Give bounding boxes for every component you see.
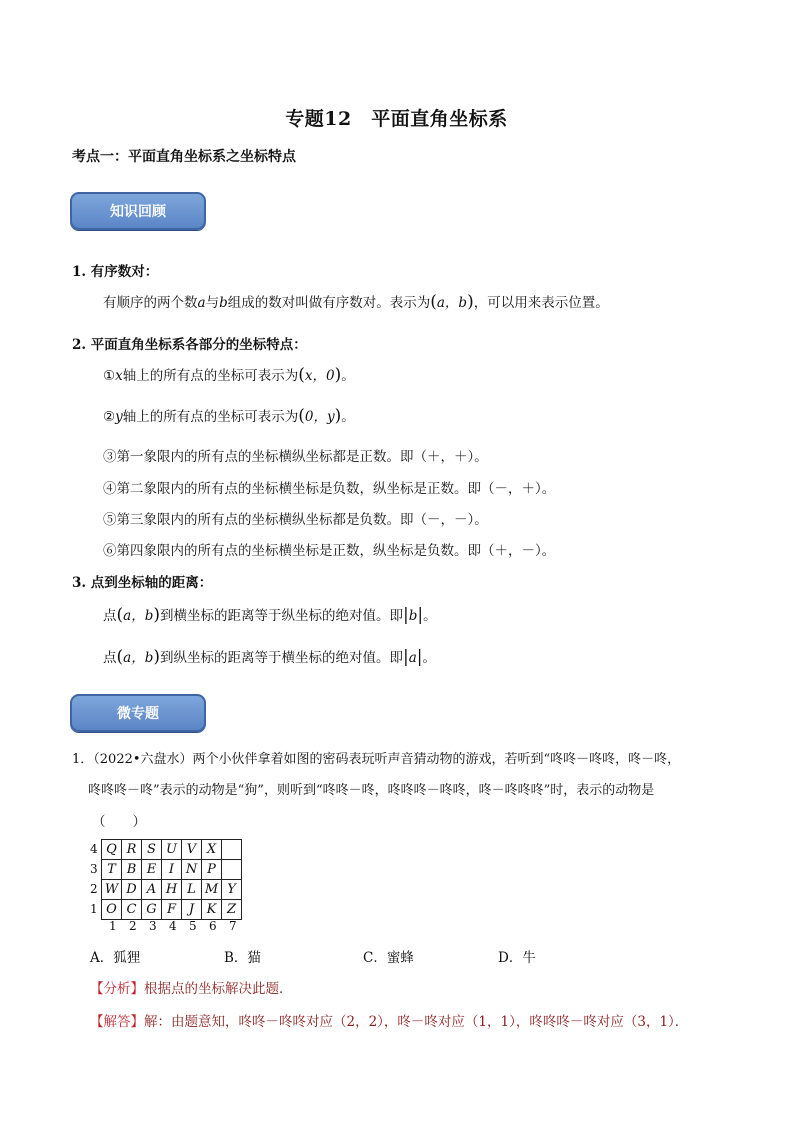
grid-cell: N (182, 860, 202, 880)
grid-cell: H (162, 880, 182, 900)
section-1-heading: 1. 有序数对： (72, 264, 159, 280)
grid-cell: A (142, 880, 162, 900)
grid-cell: O (102, 900, 122, 920)
option-d: D．牛 (498, 950, 536, 966)
row-label: 3 (90, 862, 98, 876)
s2-item-2: ②y轴上的所有点的坐标可表示为(0，y)。 (103, 406, 355, 426)
s3-l1-end: 。 (423, 608, 437, 624)
answer-blank: （ ） (92, 814, 146, 830)
question-1-line-2: 咚咚咚－咚”表示的动物是“狗”，则听到“咚咚－咚，咚咚咚－咚咚，咚－咚咚咚”时，表示的动物是 (88, 783, 655, 798)
s2-i2-var: y (115, 409, 123, 425)
s1-text-mid: 与 (205, 295, 220, 311)
col-label: 2 (129, 919, 137, 933)
grid-cell: W (102, 880, 122, 900)
s2-item-1: ①x轴上的所有点的坐标可表示为(x，0)。 (103, 365, 355, 385)
s2-item-3: ③第一象限内的所有点的坐标横纵坐标都是正数。即（＋，＋）。 (103, 449, 488, 465)
s2-i2-text: 轴上的所有点的坐标可表示为 (122, 409, 299, 425)
grid-cell: V (182, 840, 202, 860)
grid-cell: U (162, 840, 182, 860)
answer-line (90, 1010, 688, 1030)
col-label: 1 (109, 919, 117, 933)
s3-line-2: 点(a，b)到纵坐标的距离等于横坐标的绝对值。即|a|。 (103, 647, 437, 667)
s1-text-c: ，可以用来表示位置。 (473, 295, 609, 311)
section-1-line: 有顺序的两个数a与b组成的数对叫做有序数对。表示为(a，b)，可以用来表示位置。 (103, 292, 609, 312)
section-2-heading: 2. 平面直角坐标系各部分的坐标特点： (72, 337, 307, 353)
col-label: 4 (169, 919, 177, 933)
page-title: 专题12 平面直角坐标系 (285, 108, 508, 130)
grid-cell: J (182, 900, 202, 920)
option-b: B．猫 (224, 950, 261, 966)
s3-l2-end: 。 (422, 650, 437, 666)
s2-i1-text: 轴上的所有点的坐标可表示为 (122, 368, 299, 384)
option-a: A．狐狸 (90, 950, 141, 966)
section-banner-micro-topic: 微专题 (70, 694, 206, 732)
grid-cell: M (202, 880, 222, 900)
grid-cell: B (122, 860, 142, 880)
s3-l2-abs: a (408, 650, 417, 666)
topic-subtitle: 考点一：平面直角坐标系之坐标特点 (72, 149, 296, 165)
s2-i1-end: 。 (341, 368, 355, 384)
grid-cell: F (162, 900, 182, 920)
s3-l2-text: 到纵坐标的距离等于横坐标的绝对值。即 (159, 650, 403, 666)
grid-cell (222, 840, 242, 860)
s2-i1-marker: ① (103, 368, 116, 384)
s3-l1-abs: b (408, 608, 418, 624)
col-label: 5 (189, 919, 197, 933)
s1-var-a: a (197, 295, 206, 311)
analysis-tag: 【分析】 (90, 981, 144, 997)
grid-cell: I (162, 860, 182, 880)
question-1-line-1: 1．（2022•六盘水）两个小伙伴拿着如图的密码表玩听声音猜动物的游戏，若听到“咚咚－咚咚，咚－咚， (72, 752, 681, 767)
analysis-text: 根据点的坐标解决此题． (144, 981, 293, 997)
section-3-heading: 3. 点到坐标轴的距离： (72, 575, 213, 591)
s2-i2-pair: 0，y (304, 409, 335, 425)
answer-text: 解：由题意知，咚咚－咚咚对应（2，2），咚－咚对应（1，1），咚咚咚－咚对应（3，1）． (144, 1014, 689, 1030)
s1-text-a: 有顺序的两个数 (103, 295, 198, 311)
cipher-grid (101, 839, 242, 920)
col-label: 3 (149, 919, 157, 933)
grid-cell: D (122, 880, 142, 900)
s2-i2-end: 。 (341, 409, 355, 425)
grid-cell: S (142, 840, 162, 860)
s2-item-6: ⑥第四象限内的所有点的坐标横坐标是正数，纵坐标是负数。即（＋，－）。 (103, 543, 556, 559)
s2-item-4: ④第二象限内的所有点的坐标横坐标是负数，纵坐标是正数。即（－，＋）。 (103, 481, 556, 497)
s3-l2-pre: 点 (103, 650, 117, 666)
grid-cell: Y (222, 880, 242, 900)
answer-tag: 【解答】 (90, 1014, 144, 1030)
s1-text-b: 组成的数对叫做有序数对。表示为 (227, 295, 431, 311)
s1-pair: a，b (436, 295, 468, 311)
grid-cell: Z (222, 900, 242, 920)
s1-var-b: b (219, 295, 228, 311)
analysis-line (90, 977, 293, 997)
grid-cell: C (122, 900, 142, 920)
grid-cell: E (142, 860, 162, 880)
grid-cell: T (102, 860, 122, 880)
s2-i1-pair: x，0 (304, 368, 335, 384)
s3-l1-text: 到横坐标的距离等于纵坐标的绝对值。即 (159, 608, 403, 624)
s3-l1-pair: a，b (123, 608, 154, 624)
row-label: 4 (90, 842, 98, 856)
s3-l1-pre: 点 (103, 608, 117, 624)
row-label: 2 (90, 882, 98, 896)
s2-item-5: ⑤第三象限内的所有点的坐标横纵坐标都是负数。即（－，－）。 (103, 512, 488, 528)
option-c: C．蜜蜂 (363, 950, 414, 966)
s2-i2-marker: ② (103, 409, 116, 425)
row-label: 1 (90, 902, 98, 916)
grid-cell (222, 860, 242, 880)
col-label: 7 (229, 919, 237, 933)
grid-cell: L (182, 880, 202, 900)
grid-cell: P (202, 860, 222, 880)
col-label: 6 (209, 919, 217, 933)
grid-cell: X (202, 840, 222, 860)
grid-cell: R (122, 840, 142, 860)
grid-cell: K (202, 900, 222, 920)
s3-line-1: 点(a，b)到横坐标的距离等于纵坐标的绝对值。即|b|。 (103, 605, 437, 625)
s2-i1-var: x (115, 368, 123, 384)
grid-cell: Q (102, 840, 122, 860)
s3-l2-pair: a，b (123, 650, 154, 666)
grid-cell: G (142, 900, 162, 920)
section-banner-review: 知识回顾 (70, 192, 206, 230)
